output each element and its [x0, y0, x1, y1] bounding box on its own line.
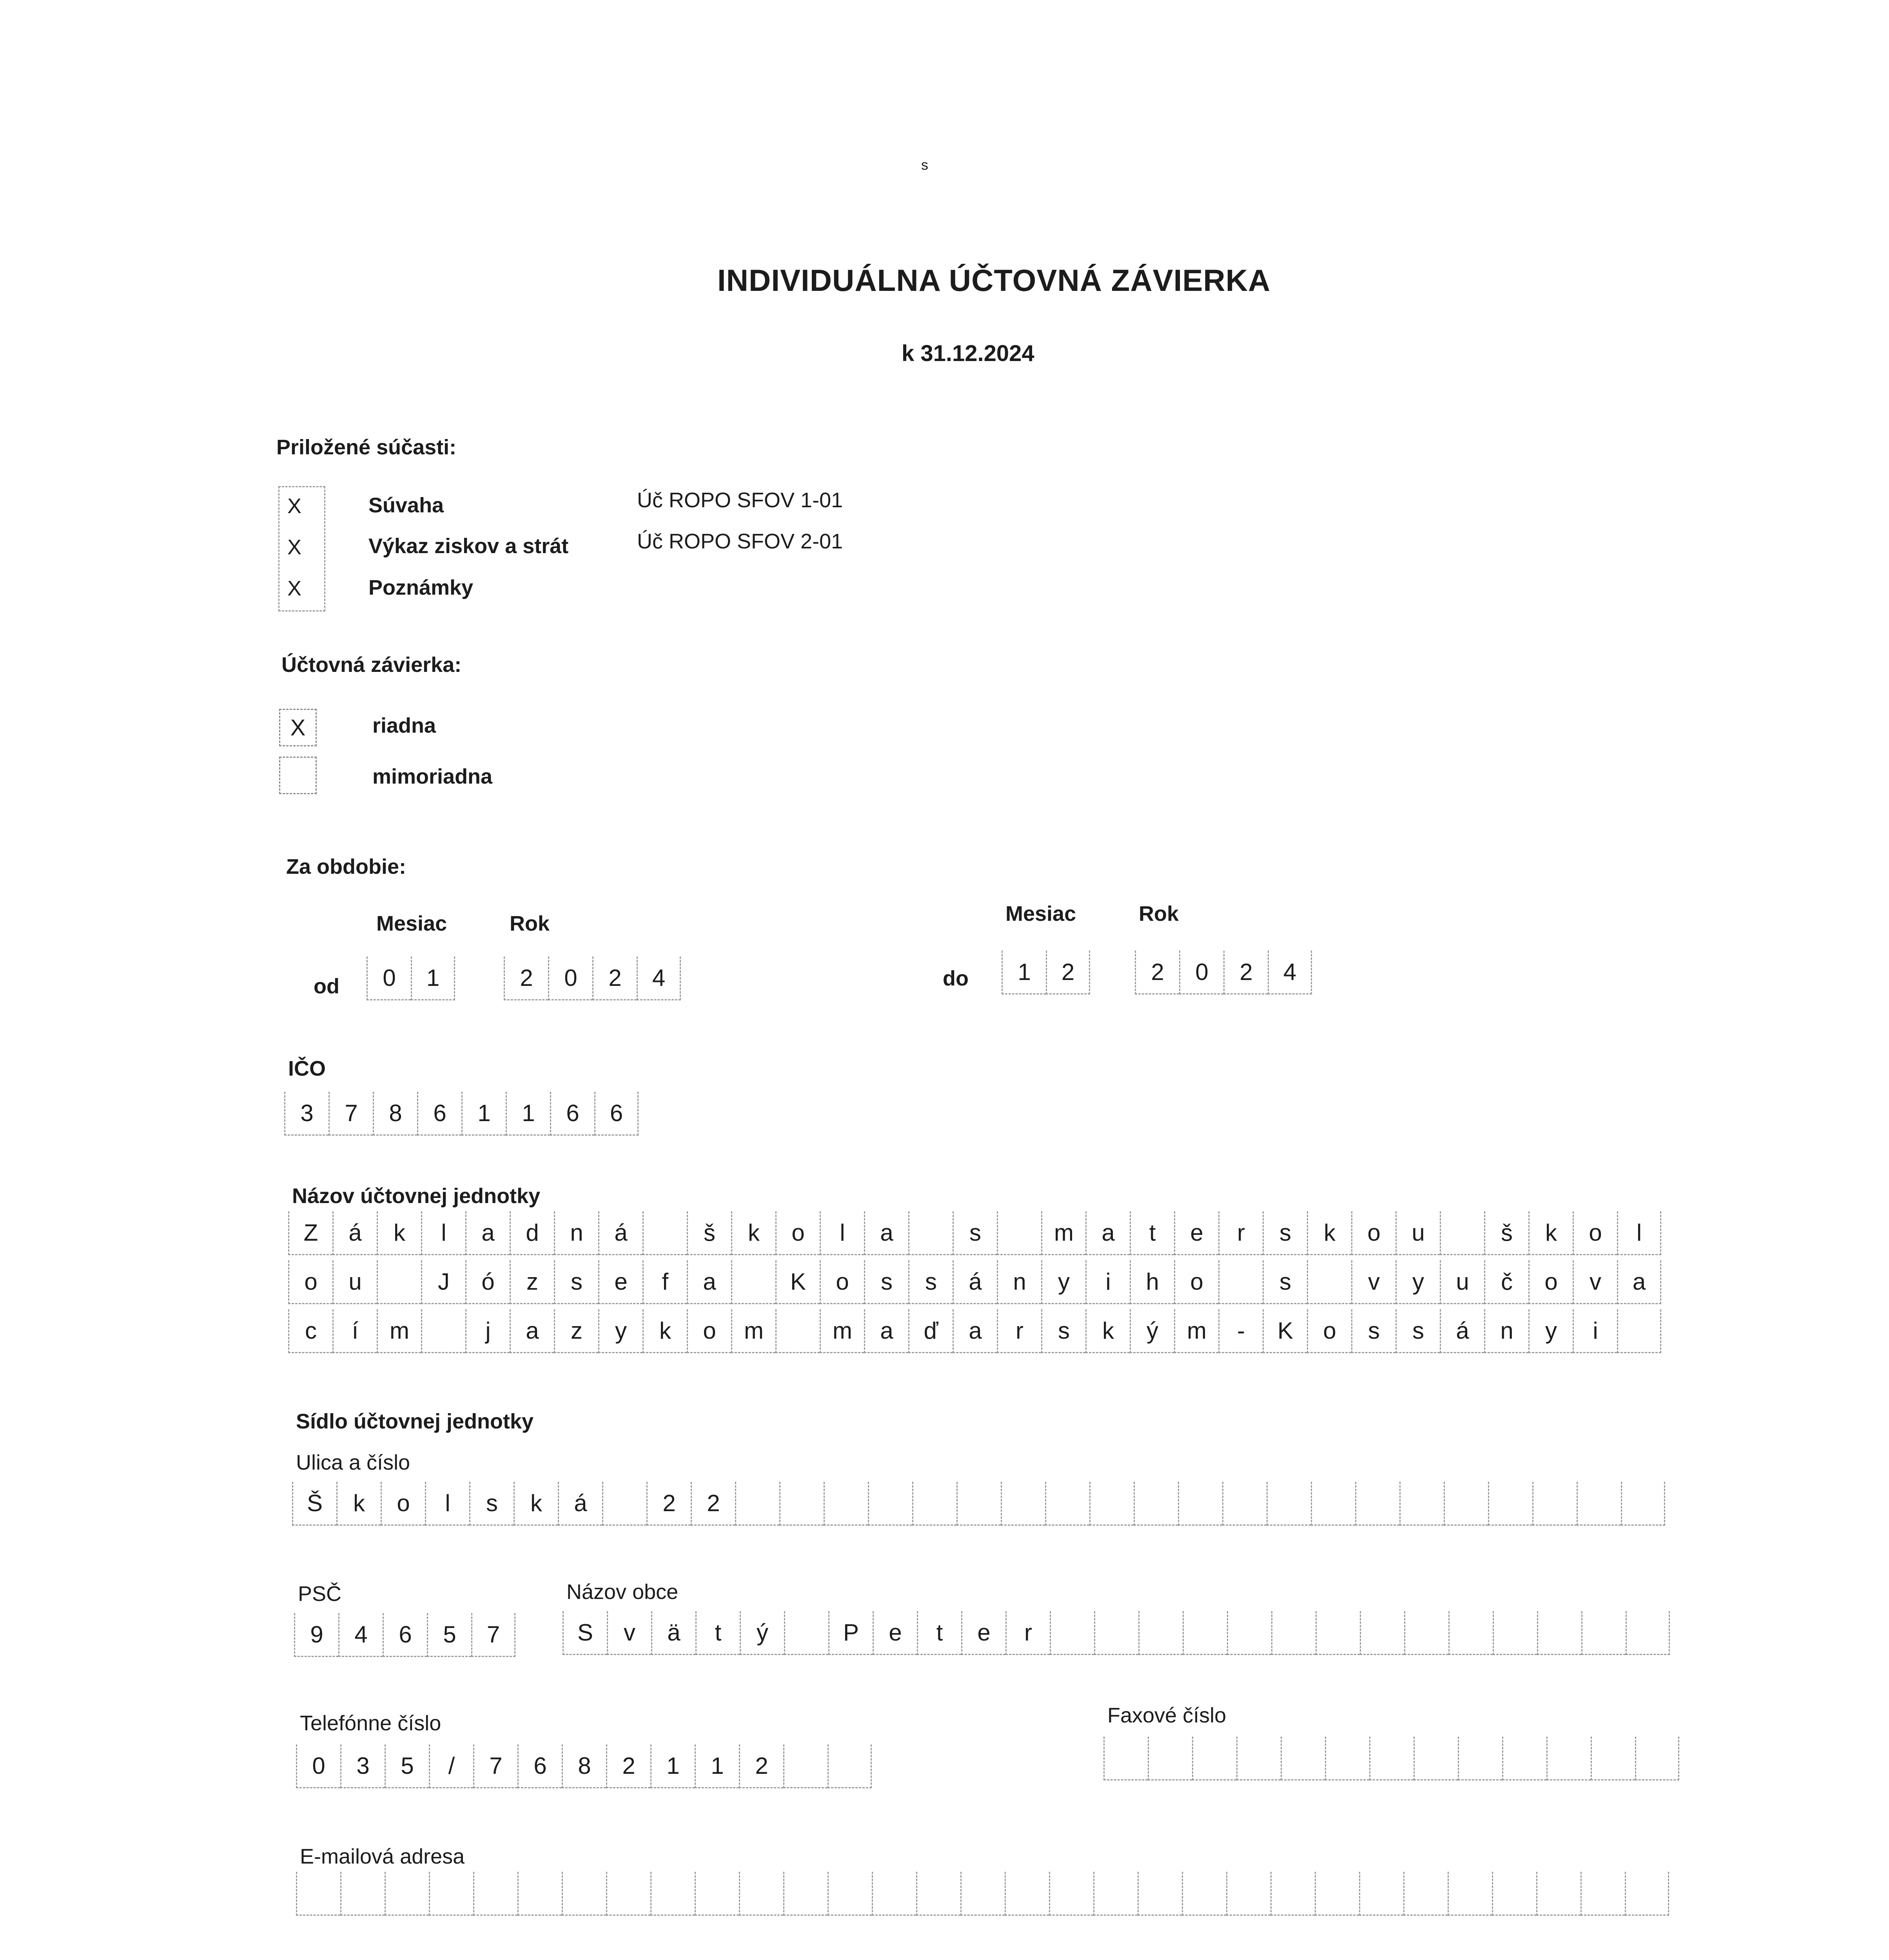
- char-cell: [779, 1482, 824, 1526]
- fax-field[interactable]: [1103, 1737, 1679, 1780]
- digit-cell: 2: [1223, 951, 1268, 995]
- char-cell: m: [1174, 1309, 1218, 1353]
- char-cell: m: [731, 1309, 775, 1353]
- char-cell: [421, 1309, 465, 1353]
- char-cell: e: [598, 1260, 642, 1304]
- email-field[interactable]: [296, 1872, 1669, 1916]
- char-cell: o: [381, 1482, 425, 1526]
- char-cell: š: [1484, 1211, 1528, 1255]
- char-cell: v: [1573, 1260, 1617, 1304]
- char-cell: Z: [288, 1211, 332, 1255]
- char-cell: [1440, 1211, 1484, 1255]
- regular-label: riadna: [372, 714, 436, 737]
- char-cell: K: [1263, 1309, 1307, 1353]
- char-cell: u: [1395, 1211, 1440, 1255]
- digit-cell: 1: [411, 956, 455, 1000]
- char-cell: s: [1263, 1260, 1307, 1304]
- char-cell: [912, 1482, 956, 1526]
- from-year-field[interactable]: [504, 956, 681, 1000]
- char-cell: 0: [296, 1744, 340, 1788]
- char-cell: č: [1484, 1260, 1528, 1304]
- char-cell: a: [465, 1211, 510, 1255]
- char-cell: [1227, 1611, 1271, 1655]
- char-cell: ä: [651, 1611, 695, 1655]
- to-month-label: Mesiac: [1005, 902, 1076, 926]
- attached-item-name: Poznámky: [368, 576, 474, 599]
- char-cell: k: [1528, 1211, 1573, 1255]
- char-cell: a: [687, 1260, 731, 1304]
- street-field[interactable]: [292, 1482, 1665, 1526]
- char-cell: [731, 1260, 775, 1304]
- char-cell: [642, 1211, 687, 1255]
- digit-cell: 0: [548, 956, 592, 1000]
- char-cell: [1635, 1737, 1679, 1780]
- to-month-field[interactable]: [1002, 951, 1090, 995]
- char-cell: [1226, 1872, 1270, 1916]
- digit-cell: 4: [1268, 951, 1312, 995]
- char-cell: 7: [473, 1744, 517, 1788]
- char-cell: š: [687, 1211, 731, 1255]
- char-cell: [1621, 1482, 1665, 1526]
- char-cell: y: [1528, 1309, 1573, 1353]
- digit-cell: 2: [592, 956, 637, 1000]
- char-cell: [1134, 1482, 1178, 1526]
- char-cell: a: [864, 1309, 908, 1353]
- attached-item-code: Úč ROPO SFOV 2-01: [637, 530, 843, 553]
- char-cell: k: [336, 1482, 381, 1526]
- char-cell: u: [1440, 1260, 1484, 1304]
- char-cell: c: [288, 1309, 332, 1353]
- char-cell: [1311, 1482, 1355, 1526]
- char-cell: y: [1395, 1260, 1440, 1304]
- char-cell: [1360, 1611, 1404, 1655]
- char-cell: l: [421, 1211, 465, 1255]
- char-cell: o: [1307, 1309, 1351, 1353]
- char-cell: á: [332, 1211, 377, 1255]
- char-cell: [1218, 1260, 1263, 1304]
- char-cell: m: [377, 1309, 421, 1353]
- attached-mark: X: [287, 577, 302, 600]
- char-cell: [997, 1211, 1041, 1255]
- city-label: Názov obce: [566, 1580, 679, 1604]
- char-cell: [340, 1872, 385, 1916]
- char-cell: 7: [471, 1613, 515, 1657]
- street-label: Ulica a číslo: [296, 1451, 410, 1474]
- char-cell: s: [469, 1482, 514, 1526]
- char-cell: K: [775, 1260, 820, 1304]
- char-cell: e: [1174, 1211, 1218, 1255]
- char-cell: [960, 1872, 1005, 1916]
- digit-cell: 1: [461, 1092, 506, 1136]
- char-cell: 2: [739, 1744, 783, 1788]
- digit-cell: 3: [284, 1092, 328, 1136]
- statement-heading: Účtovná závierka:: [281, 653, 462, 677]
- phone-label: Telefónne číslo: [300, 1711, 441, 1735]
- to-year-field[interactable]: [1135, 951, 1312, 995]
- char-cell: a: [1085, 1211, 1130, 1255]
- digit-cell: 1: [1002, 951, 1046, 995]
- char-cell: [1493, 1611, 1537, 1655]
- digit-cell: 8: [373, 1092, 417, 1136]
- char-cell: [1050, 1611, 1094, 1655]
- char-cell: e: [961, 1611, 1005, 1655]
- char-cell: [1325, 1737, 1369, 1780]
- char-cell: J: [421, 1260, 465, 1304]
- char-cell: [1404, 1611, 1448, 1655]
- char-cell: h: [1130, 1260, 1174, 1304]
- char-cell: t: [917, 1611, 961, 1655]
- char-cell: ď: [908, 1309, 953, 1353]
- char-cell: [1281, 1737, 1325, 1780]
- char-cell: [296, 1872, 340, 1916]
- char-cell: k: [642, 1309, 687, 1353]
- char-cell: [1236, 1737, 1281, 1780]
- from-month-label: Mesiac: [376, 912, 447, 935]
- char-cell: s: [554, 1260, 598, 1304]
- char-cell: -: [1218, 1309, 1263, 1353]
- char-cell: y: [1041, 1260, 1085, 1304]
- char-cell: P: [828, 1611, 873, 1655]
- entity-name-label: Názov účtovnej jednotky: [292, 1184, 541, 1208]
- char-cell: [1492, 1872, 1536, 1916]
- char-cell: [1192, 1737, 1236, 1780]
- to-label: do: [943, 967, 969, 990]
- char-cell: [1532, 1482, 1577, 1526]
- char-cell: [916, 1872, 960, 1916]
- char-cell: z: [510, 1260, 554, 1304]
- as-of-date: k 31.12.2024: [902, 341, 1034, 366]
- char-cell: s: [864, 1260, 908, 1304]
- char-cell: á: [598, 1211, 642, 1255]
- char-cell: [784, 1611, 828, 1655]
- char-cell: 3: [340, 1744, 385, 1788]
- char-cell: 8: [562, 1744, 606, 1788]
- char-cell: [1502, 1737, 1546, 1780]
- char-cell: [1138, 1872, 1182, 1916]
- attached-item-code: Úč ROPO SFOV 1-01: [637, 488, 843, 512]
- char-cell: 9: [294, 1613, 338, 1657]
- char-cell: k: [731, 1211, 775, 1255]
- char-cell: /: [429, 1744, 473, 1788]
- char-cell: á: [1440, 1309, 1484, 1353]
- char-cell: [783, 1872, 827, 1916]
- digit-cell: 4: [637, 956, 681, 1000]
- char-cell: ý: [740, 1611, 784, 1655]
- char-cell: [827, 1744, 872, 1788]
- char-cell: a: [953, 1309, 997, 1353]
- attached-mark: X: [287, 494, 302, 518]
- char-cell: v: [607, 1611, 651, 1655]
- char-cell: [1414, 1737, 1458, 1780]
- char-cell: [1626, 1611, 1670, 1655]
- char-cell: [1307, 1260, 1351, 1304]
- char-cell: [650, 1872, 695, 1916]
- char-cell: 1: [695, 1744, 739, 1788]
- char-cell: s: [908, 1260, 953, 1304]
- char-cell: r: [1218, 1211, 1263, 1255]
- digit-cell: 6: [550, 1092, 594, 1136]
- char-cell: [872, 1872, 916, 1916]
- entity-name-row[interactable]: [288, 1260, 1661, 1304]
- char-cell: ý: [1130, 1309, 1174, 1353]
- char-cell: [562, 1872, 606, 1916]
- char-cell: y: [598, 1309, 642, 1353]
- char-cell: [1581, 1872, 1625, 1916]
- regular-checkbox[interactable]: X: [279, 709, 317, 746]
- digit-cell: 6: [417, 1092, 461, 1136]
- char-cell: 2: [606, 1744, 650, 1788]
- char-cell: [1182, 1872, 1226, 1916]
- digit-cell: 2: [1046, 951, 1090, 995]
- char-cell: [1001, 1482, 1045, 1526]
- char-cell: [1316, 1611, 1360, 1655]
- char-cell: v: [1351, 1260, 1395, 1304]
- char-cell: m: [820, 1309, 864, 1353]
- char-cell: [1178, 1482, 1222, 1526]
- char-cell: k: [1307, 1211, 1351, 1255]
- char-cell: á: [953, 1260, 997, 1304]
- char-cell: á: [558, 1482, 602, 1526]
- char-cell: i: [1085, 1260, 1130, 1304]
- char-cell: [1536, 1872, 1581, 1916]
- char-cell: [1488, 1482, 1532, 1526]
- phone-field[interactable]: [296, 1744, 872, 1788]
- char-cell: s: [1263, 1211, 1307, 1255]
- char-cell: [1103, 1737, 1148, 1780]
- char-cell: 1: [650, 1744, 695, 1788]
- char-cell: Š: [292, 1482, 336, 1526]
- char-cell: e: [873, 1611, 917, 1655]
- char-cell: [1148, 1737, 1192, 1780]
- char-cell: k: [377, 1211, 421, 1255]
- char-cell: n: [997, 1260, 1041, 1304]
- city-field[interactable]: [563, 1611, 1670, 1655]
- char-cell: o: [687, 1309, 731, 1353]
- char-cell: n: [554, 1211, 598, 1255]
- char-cell: k: [514, 1482, 558, 1526]
- char-cell: d: [510, 1211, 554, 1255]
- char-cell: l: [820, 1211, 864, 1255]
- char-cell: S: [563, 1611, 607, 1655]
- char-cell: t: [695, 1611, 740, 1655]
- char-cell: [1448, 1611, 1493, 1655]
- char-cell: r: [1005, 1611, 1050, 1655]
- char-cell: [1355, 1482, 1399, 1526]
- char-cell: [602, 1482, 646, 1526]
- period-heading: Za obdobie:: [286, 855, 406, 878]
- char-cell: u: [332, 1260, 377, 1304]
- char-cell: [1222, 1482, 1267, 1526]
- attached-item-name: Súvaha: [368, 494, 444, 517]
- char-cell: [1093, 1872, 1138, 1916]
- char-cell: o: [820, 1260, 864, 1304]
- char-cell: [1577, 1482, 1621, 1526]
- char-cell: s: [1351, 1309, 1395, 1353]
- char-cell: [1045, 1482, 1089, 1526]
- char-cell: [1049, 1872, 1093, 1916]
- char-cell: [606, 1872, 650, 1916]
- char-cell: l: [425, 1482, 469, 1526]
- char-cell: l: [1617, 1211, 1661, 1255]
- ico-label: IČO: [288, 1057, 326, 1080]
- char-cell: o: [775, 1211, 820, 1255]
- from-year-label: Rok: [510, 912, 550, 935]
- char-cell: [956, 1482, 1001, 1526]
- char-cell: a: [1617, 1260, 1661, 1304]
- char-cell: [735, 1482, 779, 1526]
- digit-cell: 2: [504, 956, 548, 1000]
- zip-field[interactable]: [294, 1613, 515, 1657]
- char-cell: o: [1174, 1260, 1218, 1304]
- attached-item-name: Výkaz ziskov a strát: [368, 534, 569, 558]
- char-cell: f: [642, 1260, 687, 1304]
- char-cell: [1267, 1482, 1311, 1526]
- char-cell: z: [554, 1309, 598, 1353]
- char-cell: [1591, 1737, 1635, 1780]
- char-cell: [1403, 1872, 1448, 1916]
- extraordinary-checkbox[interactable]: [279, 757, 317, 794]
- char-cell: [739, 1872, 783, 1916]
- char-cell: [1369, 1737, 1414, 1780]
- char-cell: [1399, 1482, 1444, 1526]
- page-marker: s: [921, 157, 928, 173]
- char-cell: 5: [427, 1613, 471, 1657]
- char-cell: [1138, 1611, 1183, 1655]
- char-cell: s: [1395, 1309, 1440, 1353]
- entity-name-row[interactable]: [288, 1211, 1661, 1255]
- char-cell: [473, 1872, 517, 1916]
- char-cell: [824, 1482, 868, 1526]
- char-cell: k: [1085, 1309, 1130, 1353]
- char-cell: o: [288, 1260, 332, 1304]
- digit-cell: 0: [367, 956, 411, 1000]
- char-cell: [1089, 1482, 1134, 1526]
- extraordinary-label: mimoriadna: [372, 765, 493, 788]
- char-cell: o: [1573, 1211, 1617, 1255]
- char-cell: n: [1484, 1309, 1528, 1353]
- fax-label: Faxové číslo: [1107, 1704, 1227, 1727]
- char-cell: a: [864, 1211, 908, 1255]
- char-cell: 5: [385, 1744, 429, 1788]
- char-cell: [1581, 1611, 1626, 1655]
- char-cell: [429, 1872, 473, 1916]
- attached-checkbox-frame: [278, 486, 325, 612]
- digit-cell: 1: [506, 1092, 550, 1136]
- char-cell: s: [1041, 1309, 1085, 1353]
- char-cell: [377, 1260, 421, 1304]
- char-cell: [1359, 1872, 1403, 1916]
- zip-label: PSČ: [298, 1582, 342, 1606]
- attached-mark: X: [287, 535, 302, 559]
- char-cell: s: [953, 1211, 997, 1255]
- attached-heading: Priložené súčasti:: [276, 436, 457, 459]
- char-cell: o: [1528, 1260, 1573, 1304]
- char-cell: [1458, 1737, 1502, 1780]
- char-cell: [1270, 1872, 1315, 1916]
- char-cell: [517, 1872, 562, 1916]
- char-cell: [1448, 1872, 1492, 1916]
- char-cell: [1183, 1611, 1227, 1655]
- digit-cell: 0: [1179, 951, 1223, 995]
- char-cell: [908, 1211, 953, 1255]
- from-label: od: [314, 975, 339, 998]
- char-cell: a: [510, 1309, 554, 1353]
- char-cell: o: [1351, 1211, 1395, 1255]
- char-cell: [695, 1872, 739, 1916]
- char-cell: í: [332, 1309, 377, 1353]
- char-cell: 2: [691, 1482, 735, 1526]
- char-cell: [868, 1482, 912, 1526]
- email-label: E-mailová adresa: [300, 1845, 465, 1868]
- char-cell: 6: [517, 1744, 562, 1788]
- digit-cell: 6: [594, 1092, 639, 1136]
- char-cell: [1444, 1482, 1488, 1526]
- char-cell: j: [465, 1309, 510, 1353]
- char-cell: r: [997, 1309, 1041, 1353]
- to-year-label: Rok: [1139, 902, 1179, 926]
- char-cell: 6: [383, 1613, 427, 1657]
- document-title: INDIVIDUÁLNA ÚČTOVNÁ ZÁVIERKA: [717, 263, 1271, 298]
- char-cell: t: [1130, 1211, 1174, 1255]
- char-cell: [385, 1872, 429, 1916]
- char-cell: [1005, 1872, 1049, 1916]
- char-cell: i: [1573, 1309, 1617, 1353]
- char-cell: 4: [338, 1613, 383, 1657]
- ico-field[interactable]: [284, 1092, 639, 1136]
- char-cell: m: [1041, 1211, 1085, 1255]
- char-cell: 2: [646, 1482, 691, 1526]
- char-cell: [827, 1872, 872, 1916]
- char-cell: [1617, 1309, 1661, 1353]
- digit-cell: 7: [328, 1092, 373, 1136]
- digit-cell: 2: [1135, 951, 1179, 995]
- char-cell: [1271, 1611, 1316, 1655]
- char-cell: [1094, 1611, 1138, 1655]
- char-cell: [1537, 1611, 1581, 1655]
- char-cell: ó: [465, 1260, 510, 1304]
- address-heading: Sídlo účtovnej jednotky: [296, 1410, 534, 1433]
- from-month-field[interactable]: [367, 956, 455, 1000]
- char-cell: [775, 1309, 820, 1353]
- char-cell: [1625, 1872, 1669, 1916]
- entity-name-row[interactable]: [288, 1309, 1661, 1353]
- char-cell: [1315, 1872, 1359, 1916]
- char-cell: [783, 1744, 827, 1788]
- char-cell: [1546, 1737, 1591, 1780]
